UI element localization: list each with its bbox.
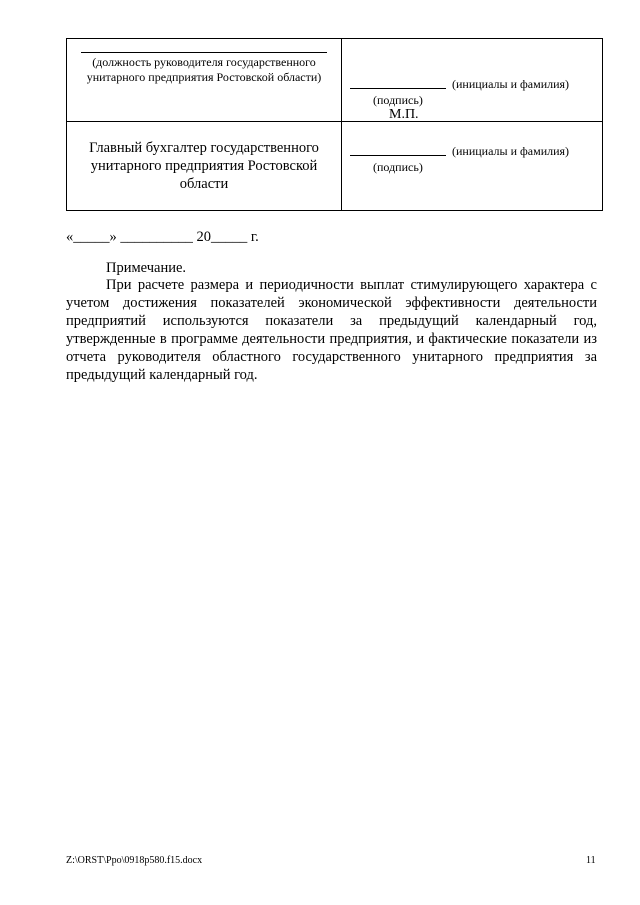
chief-accountant-cell xyxy=(67,122,342,211)
note-body: При расчете размера и периодичности выплат стимулирующего характера с учетом достижения показателей экономической эффективности деятельности предприятий используются показатели за предыдущий календарный год, утвержденные в программе деятельности предприятия, и фактические показатели из отчета руководителя областного государственного унитарного предприятия за предыдущий календарный год. xyxy=(66,277,597,383)
chief-signature-blank-line xyxy=(350,155,446,156)
signature-table xyxy=(66,38,603,211)
signature-cell xyxy=(342,39,603,122)
chief-accountant-label: Главный бухгалтер государственного унитарного предприятия Ростовской области xyxy=(89,140,319,192)
note-title: Примечание. xyxy=(106,260,187,276)
footer-file-path: Z:\ORST\Ppo\0918p580.f15.docx xyxy=(66,855,203,866)
chief-signature-cell xyxy=(342,122,603,211)
signature-caption: (подпись) xyxy=(373,93,423,107)
chief-signature-caption: (подпись) xyxy=(373,160,423,174)
page-number: 11 xyxy=(586,855,596,866)
initials-caption: (инициалы и фамилия) xyxy=(452,77,570,91)
date-line: «_____» __________ 20_____ г. xyxy=(66,229,259,245)
signature-blank-line xyxy=(350,88,446,89)
seal-label: М.П. xyxy=(389,107,419,122)
position-blank-line xyxy=(81,52,327,53)
position-cell xyxy=(67,39,342,122)
chief-initials-caption: (инициалы и фамилия) xyxy=(452,144,570,158)
position-caption: (должность руководителя государственного унитарного предприятия Ростовской области) xyxy=(86,55,322,84)
